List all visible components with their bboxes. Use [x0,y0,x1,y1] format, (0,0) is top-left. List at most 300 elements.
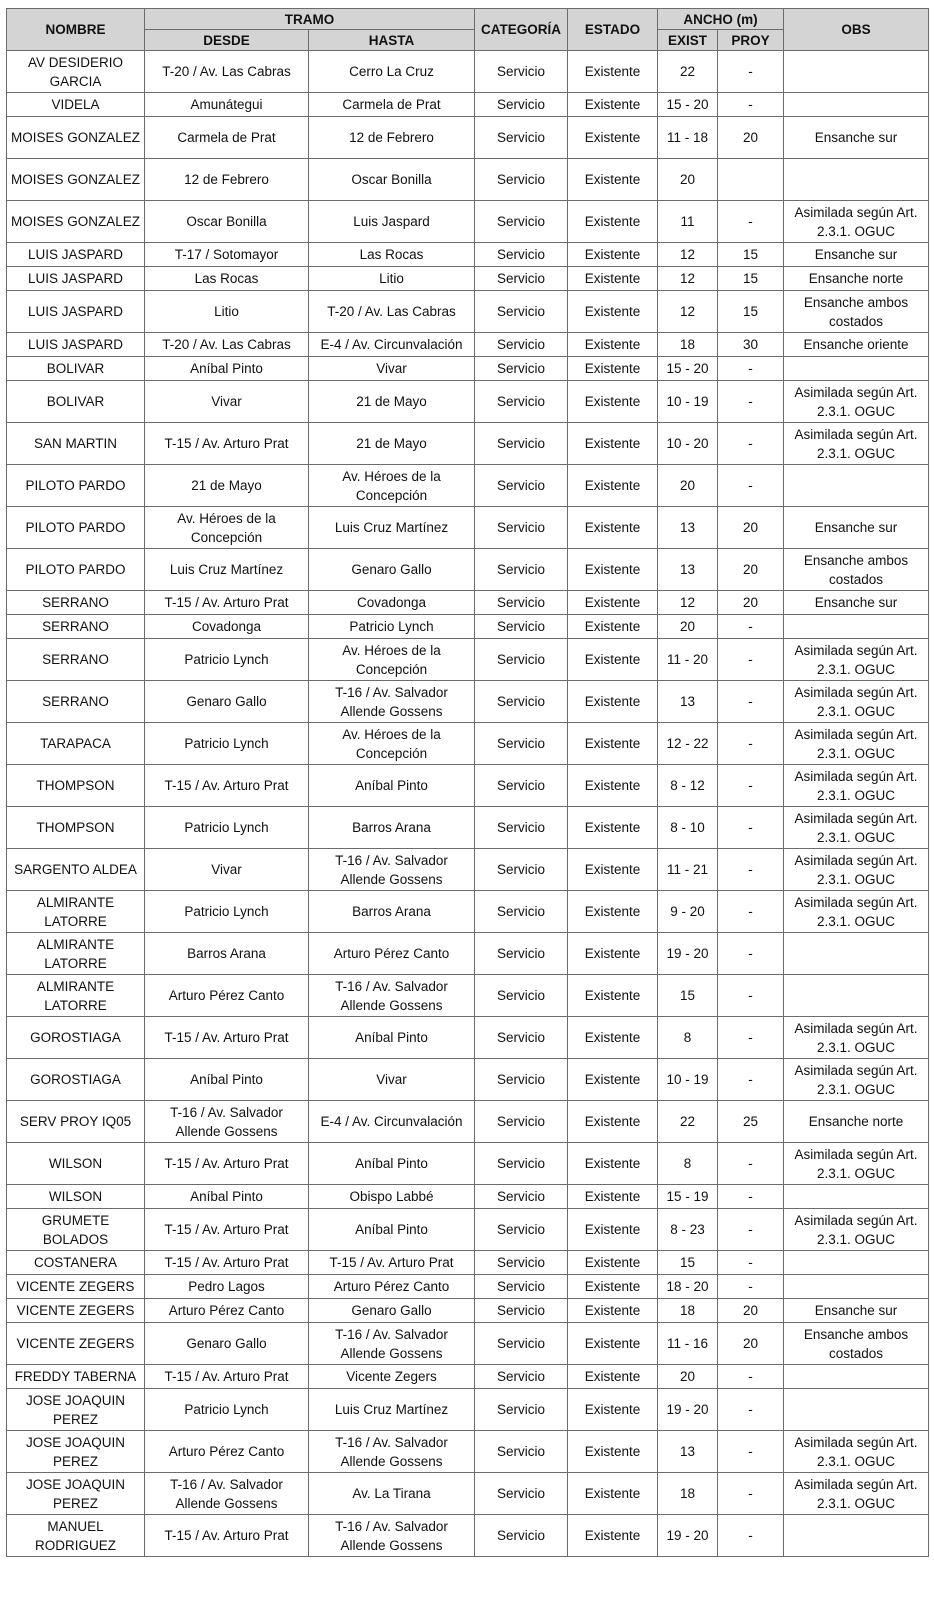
cell-desde: T-15 / Av. Arturo Prat [145,765,309,807]
cell-categoria: Servicio [475,93,568,117]
cell-exist: 15 - 19 [658,1185,718,1209]
cell-desde: T-15 / Av. Arturo Prat [145,1017,309,1059]
cell-desde: Arturo Pérez Canto [145,1299,309,1323]
cell-proy: - [718,807,784,849]
cell-categoria: Servicio [475,891,568,933]
header-exist: EXIST [658,30,718,51]
cell-hasta: Arturo Pérez Canto [309,1275,475,1299]
cell-proy: 20 [718,1299,784,1323]
cell-obs: Asimilada según Art. 2.3.1. OGUC [784,891,929,933]
header-proy: PROY [718,30,784,51]
cell-proy: - [718,465,784,507]
table-row [7,723,929,765]
cell-categoria: Servicio [475,549,568,591]
cell-desde: Litio [145,291,309,333]
table-row [7,93,929,117]
cell-desde: Aníbal Pinto [145,357,309,381]
cell-proy: - [718,1185,784,1209]
cell-hasta: Vivar [309,357,475,381]
header-estado: ESTADO [568,9,658,51]
cell-nombre: LUIS JASPARD [7,243,145,267]
cell-obs: Asimilada según Art. 2.3.1. OGUC [784,849,929,891]
cell-desde: Luis Cruz Martínez [145,549,309,591]
cell-desde: T-15 / Av. Arturo Prat [145,591,309,615]
cell-categoria: Servicio [475,975,568,1017]
cell-desde: Amunátegui [145,93,309,117]
cell-hasta: T-20 / Av. Las Cabras [309,291,475,333]
table-row [7,201,929,243]
header-hasta: HASTA [309,30,475,51]
table-row [7,423,929,465]
cell-desde: T-20 / Av. Las Cabras [145,51,309,93]
table-row [7,1143,929,1185]
cell-exist: 15 [658,1251,718,1275]
cell-obs [784,1251,929,1275]
table-row [7,333,929,357]
cell-desde: 12 de Febrero [145,159,309,201]
cell-proy: - [718,423,784,465]
header-ancho: ANCHO (m) [658,9,784,30]
cell-proy: - [718,1275,784,1299]
cell-estado: Existente [568,381,658,423]
cell-exist: 9 - 20 [658,891,718,933]
cell-nombre: FREDDY TABERNA [7,1365,145,1389]
table-row [7,1389,929,1431]
cell-estado: Existente [568,1185,658,1209]
cell-exist: 18 [658,333,718,357]
cell-exist: 12 [658,267,718,291]
cell-exist: 11 - 16 [658,1323,718,1365]
cell-nombre: LUIS JASPARD [7,333,145,357]
cell-nombre: JOSE JOAQUIN PEREZ [7,1389,145,1431]
cell-estado: Existente [568,591,658,615]
cell-hasta: Genaro Gallo [309,1299,475,1323]
cell-categoria: Servicio [475,507,568,549]
cell-obs: Asimilada según Art. 2.3.1. OGUC [784,1473,929,1515]
cell-categoria: Servicio [475,1059,568,1101]
cell-nombre: SAN MARTIN [7,423,145,465]
cell-categoria: Servicio [475,591,568,615]
cell-exist: 11 - 18 [658,117,718,159]
cell-proy: - [718,201,784,243]
cell-exist: 12 [658,291,718,333]
cell-exist: 10 - 19 [658,381,718,423]
cell-exist: 8 - 23 [658,1209,718,1251]
table-row [7,1251,929,1275]
table-row [7,975,929,1017]
cell-nombre: PILOTO PARDO [7,549,145,591]
cell-hasta: Covadonga [309,591,475,615]
cell-hasta: Av. La Tirana [309,1473,475,1515]
cell-estado: Existente [568,681,658,723]
table-row [7,507,929,549]
cell-exist: 20 [658,615,718,639]
cell-categoria: Servicio [475,1389,568,1431]
table-row [7,765,929,807]
cell-estado: Existente [568,1017,658,1059]
cell-desde: Patricio Lynch [145,1389,309,1431]
cell-desde: T-17 / Sotomayor [145,243,309,267]
cell-nombre: WILSON [7,1143,145,1185]
cell-hasta: Av. Héroes de la Concepción [309,639,475,681]
cell-hasta: E-4 / Av. Circunvalación [309,333,475,357]
cell-estado: Existente [568,1143,658,1185]
cell-nombre: TARAPACA [7,723,145,765]
cell-proy: - [718,357,784,381]
cell-exist: 8 [658,1143,718,1185]
cell-obs [784,1515,929,1557]
cell-desde: T-15 / Av. Arturo Prat [145,1515,309,1557]
cell-hasta: Vicente Zegers [309,1365,475,1389]
cell-categoria: Servicio [475,615,568,639]
cell-proy: - [718,891,784,933]
cell-proy: - [718,639,784,681]
cell-nombre: SARGENTO ALDEA [7,849,145,891]
cell-obs: Asimilada según Art. 2.3.1. OGUC [784,1209,929,1251]
cell-proy: - [718,1059,784,1101]
cell-proy: 20 [718,549,784,591]
header-categoria: CATEGORÍA [475,9,568,51]
cell-exist: 20 [658,465,718,507]
cell-desde: Oscar Bonilla [145,201,309,243]
cell-hasta: 21 de Mayo [309,423,475,465]
cell-categoria: Servicio [475,465,568,507]
table-row [7,1017,929,1059]
cell-desde: Pedro Lagos [145,1275,309,1299]
cell-estado: Existente [568,159,658,201]
cell-nombre: SERRANO [7,639,145,681]
cell-nombre: JOSE JOAQUIN PEREZ [7,1473,145,1515]
cell-obs: Asimilada según Art. 2.3.1. OGUC [784,1017,929,1059]
cell-nombre: VICENTE ZEGERS [7,1299,145,1323]
cell-desde: Patricio Lynch [145,723,309,765]
cell-desde: T-15 / Av. Arturo Prat [145,423,309,465]
cell-proy: 15 [718,267,784,291]
cell-estado: Existente [568,1389,658,1431]
cell-categoria: Servicio [475,1017,568,1059]
cell-desde: T-16 / Av. Salvador Allende Gossens [145,1101,309,1143]
cell-nombre: ALMIRANTE LATORRE [7,933,145,975]
cell-categoria: Servicio [475,1101,568,1143]
cell-obs: Asimilada según Art. 2.3.1. OGUC [784,765,929,807]
cell-desde: Aníbal Pinto [145,1185,309,1209]
cell-obs: Ensanche norte [784,267,929,291]
cell-nombre: THOMPSON [7,765,145,807]
cell-nombre: VICENTE ZEGERS [7,1275,145,1299]
cell-hasta: Genaro Gallo [309,549,475,591]
cell-obs [784,975,929,1017]
table-row [7,243,929,267]
table-row [7,465,929,507]
roads-table [6,8,929,1557]
cell-exist: 20 [658,159,718,201]
cell-nombre: ALMIRANTE LATORRE [7,975,145,1017]
cell-obs: Ensanche norte [784,1101,929,1143]
table-row [7,891,929,933]
cell-proy: - [718,93,784,117]
cell-nombre: MOISES GONZALEZ [7,117,145,159]
cell-estado: Existente [568,549,658,591]
cell-exist: 22 [658,1101,718,1143]
cell-obs: Asimilada según Art. 2.3.1. OGUC [784,1143,929,1185]
cell-estado: Existente [568,1101,658,1143]
cell-proy: - [718,51,784,93]
cell-hasta: T-16 / Av. Salvador Allende Gossens [309,1323,475,1365]
cell-obs: Asimilada según Art. 2.3.1. OGUC [784,807,929,849]
cell-categoria: Servicio [475,1473,568,1515]
cell-proy: - [718,615,784,639]
cell-obs: Ensanche sur [784,507,929,549]
table-row [7,549,929,591]
cell-nombre: PILOTO PARDO [7,465,145,507]
cell-nombre: GOROSTIAGA [7,1017,145,1059]
cell-obs [784,357,929,381]
cell-proy: - [718,975,784,1017]
cell-exist: 18 - 20 [658,1275,718,1299]
cell-desde: Barros Arana [145,933,309,975]
table-row [7,117,929,159]
cell-exist: 15 [658,975,718,1017]
cell-desde: Arturo Pérez Canto [145,1431,309,1473]
cell-estado: Existente [568,975,658,1017]
cell-proy: 20 [718,117,784,159]
cell-proy: 15 [718,243,784,267]
cell-obs: Asimilada según Art. 2.3.1. OGUC [784,381,929,423]
cell-estado: Existente [568,117,658,159]
cell-exist: 12 - 22 [658,723,718,765]
cell-categoria: Servicio [475,117,568,159]
cell-desde: Carmela de Prat [145,117,309,159]
cell-exist: 18 [658,1299,718,1323]
table-row [7,933,929,975]
cell-hasta: Av. Héroes de la Concepción [309,465,475,507]
cell-proy: - [718,1209,784,1251]
cell-nombre: LUIS JASPARD [7,267,145,291]
cell-exist: 8 - 12 [658,765,718,807]
cell-desde: T-20 / Av. Las Cabras [145,333,309,357]
cell-desde: Vivar [145,381,309,423]
header-tramo: TRAMO [145,9,475,30]
cell-categoria: Servicio [475,1365,568,1389]
cell-hasta: Carmela de Prat [309,93,475,117]
cell-categoria: Servicio [475,333,568,357]
cell-obs: Ensanche ambos costados [784,1323,929,1365]
cell-exist: 11 - 20 [658,639,718,681]
cell-proy: 25 [718,1101,784,1143]
table-row [7,807,929,849]
cell-hasta: Cerro La Cruz [309,51,475,93]
cell-estado: Existente [568,1473,658,1515]
cell-proy: - [718,1515,784,1557]
cell-obs: Ensanche ambos costados [784,549,929,591]
cell-estado: Existente [568,267,658,291]
cell-nombre: BOLIVAR [7,357,145,381]
cell-estado: Existente [568,243,658,267]
cell-hasta: E-4 / Av. Circunvalación [309,1101,475,1143]
cell-exist: 13 [658,1431,718,1473]
cell-categoria: Servicio [475,723,568,765]
cell-hasta: Oscar Bonilla [309,159,475,201]
cell-proy: 20 [718,591,784,615]
cell-nombre: GRUMETE BOLADOS [7,1209,145,1251]
cell-hasta: T-16 / Av. Salvador Allende Gossens [309,849,475,891]
cell-categoria: Servicio [475,51,568,93]
cell-obs: Ensanche oriente [784,333,929,357]
cell-estado: Existente [568,1323,658,1365]
cell-obs: Asimilada según Art. 2.3.1. OGUC [784,423,929,465]
cell-categoria: Servicio [475,243,568,267]
cell-hasta: T-15 / Av. Arturo Prat [309,1251,475,1275]
cell-desde: Genaro Gallo [145,681,309,723]
cell-exist: 18 [658,1473,718,1515]
cell-categoria: Servicio [475,1185,568,1209]
table-row [7,615,929,639]
cell-categoria: Servicio [475,1323,568,1365]
table-row [7,681,929,723]
cell-hasta: Litio [309,267,475,291]
cell-proy: - [718,765,784,807]
cell-hasta: Aníbal Pinto [309,1209,475,1251]
table-row [7,1473,929,1515]
cell-estado: Existente [568,333,658,357]
cell-nombre: MANUEL RODRIGUEZ [7,1515,145,1557]
cell-obs: Asimilada según Art. 2.3.1. OGUC [784,723,929,765]
cell-desde: T-16 / Av. Salvador Allende Gossens [145,1473,309,1515]
cell-categoria: Servicio [475,1431,568,1473]
cell-obs [784,159,929,201]
cell-exist: 13 [658,507,718,549]
cell-proy: - [718,1251,784,1275]
cell-proy: 20 [718,1323,784,1365]
cell-estado: Existente [568,1275,658,1299]
cell-desde: Arturo Pérez Canto [145,975,309,1017]
cell-proy: - [718,1365,784,1389]
cell-nombre: VIDELA [7,93,145,117]
cell-nombre: PILOTO PARDO [7,507,145,549]
cell-proy: 20 [718,507,784,549]
cell-desde: Patricio Lynch [145,639,309,681]
cell-estado: Existente [568,1251,658,1275]
cell-nombre: ALMIRANTE LATORRE [7,891,145,933]
table-row [7,159,929,201]
cell-exist: 10 - 19 [658,1059,718,1101]
cell-exist: 15 - 20 [658,357,718,381]
cell-hasta: Av. Héroes de la Concepción [309,723,475,765]
cell-categoria: Servicio [475,381,568,423]
table-row [7,1299,929,1323]
cell-categoria: Servicio [475,1251,568,1275]
cell-proy: - [718,1389,784,1431]
cell-obs: Asimilada según Art. 2.3.1. OGUC [784,201,929,243]
cell-categoria: Servicio [475,933,568,975]
cell-proy: - [718,1431,784,1473]
cell-obs [784,1365,929,1389]
cell-hasta: Arturo Pérez Canto [309,933,475,975]
cell-exist: 11 [658,201,718,243]
cell-desde: Patricio Lynch [145,891,309,933]
cell-obs: Ensanche sur [784,591,929,615]
cell-obs: Asimilada según Art. 2.3.1. OGUC [784,1059,929,1101]
table-row [7,1431,929,1473]
cell-estado: Existente [568,723,658,765]
table-row [7,357,929,381]
cell-obs [784,933,929,975]
table-row [7,591,929,615]
cell-hasta: T-16 / Av. Salvador Allende Gossens [309,1431,475,1473]
table-header [7,9,929,51]
cell-categoria: Servicio [475,849,568,891]
cell-exist: 13 [658,549,718,591]
cell-estado: Existente [568,849,658,891]
cell-estado: Existente [568,1059,658,1101]
cell-hasta: Aníbal Pinto [309,1143,475,1185]
cell-estado: Existente [568,357,658,381]
cell-nombre: COSTANERA [7,1251,145,1275]
cell-exist: 12 [658,591,718,615]
cell-estado: Existente [568,1209,658,1251]
cell-obs: Ensanche sur [784,1299,929,1323]
cell-nombre: MOISES GONZALEZ [7,201,145,243]
header-obs: OBS [784,9,929,51]
cell-hasta: Aníbal Pinto [309,1017,475,1059]
cell-obs [784,465,929,507]
table-row [7,1515,929,1557]
cell-categoria: Servicio [475,291,568,333]
cell-hasta: Aníbal Pinto [309,765,475,807]
cell-hasta: T-16 / Av. Salvador Allende Gossens [309,975,475,1017]
cell-proy: 15 [718,291,784,333]
cell-estado: Existente [568,423,658,465]
cell-desde: Patricio Lynch [145,807,309,849]
cell-nombre: BOLIVAR [7,381,145,423]
cell-nombre: SERRANO [7,615,145,639]
cell-categoria: Servicio [475,159,568,201]
cell-proy: - [718,849,784,891]
cell-estado: Existente [568,639,658,681]
table-row [7,291,929,333]
cell-desde: Covadonga [145,615,309,639]
cell-estado: Existente [568,933,658,975]
cell-exist: 11 - 21 [658,849,718,891]
cell-nombre: SERV PROY IQ05 [7,1101,145,1143]
table-row [7,1101,929,1143]
cell-nombre: AV DESIDERIO GARCIA [7,51,145,93]
cell-proy: - [718,1143,784,1185]
cell-exist: 13 [658,681,718,723]
cell-obs: Asimilada según Art. 2.3.1. OGUC [784,1431,929,1473]
table-row [7,1323,929,1365]
cell-nombre: JOSE JOAQUIN PEREZ [7,1431,145,1473]
cell-hasta: T-16 / Av. Salvador Allende Gossens [309,681,475,723]
cell-categoria: Servicio [475,1515,568,1557]
cell-obs: Ensanche sur [784,243,929,267]
cell-proy: - [718,723,784,765]
cell-obs [784,93,929,117]
table-row [7,267,929,291]
table-row [7,1185,929,1209]
cell-proy [718,159,784,201]
cell-desde: Las Rocas [145,267,309,291]
cell-proy: - [718,1017,784,1059]
cell-estado: Existente [568,1515,658,1557]
cell-hasta: 12 de Febrero [309,117,475,159]
cell-estado: Existente [568,465,658,507]
cell-estado: Existente [568,291,658,333]
cell-obs [784,1185,929,1209]
cell-desde: T-15 / Av. Arturo Prat [145,1209,309,1251]
cell-hasta: Obispo Labbé [309,1185,475,1209]
cell-categoria: Servicio [475,681,568,723]
